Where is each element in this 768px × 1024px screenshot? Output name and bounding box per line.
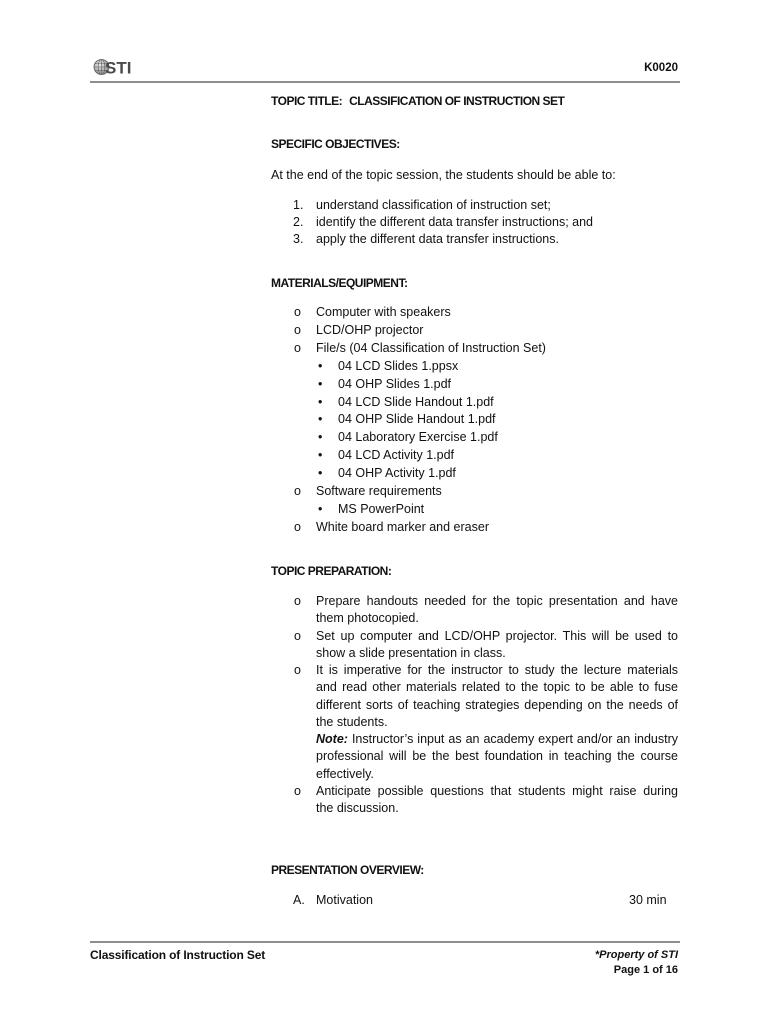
materials-subitem [271, 376, 681, 394]
objective-text: identify the different data transfer instructions; and [316, 215, 594, 229]
software-name: MS PowerPoint [338, 501, 425, 516]
note-label: Note: [316, 732, 348, 746]
objective-item [271, 231, 681, 248]
materials-item [271, 304, 681, 322]
list-marker: o [294, 484, 301, 499]
objective-item [271, 197, 681, 214]
materials-subitem [271, 358, 681, 376]
preparation-text: Anticipate possible questions that students might raise during [316, 783, 678, 798]
overview-item [271, 891, 681, 909]
bullet-marker: • [318, 501, 323, 516]
preparation-line [271, 593, 681, 610]
materials-subitem [271, 447, 681, 465]
materials-subitem [271, 411, 681, 429]
objective-number: 1. [293, 198, 304, 212]
materials-item-text: Computer with speakers [316, 305, 451, 319]
note-line [271, 748, 681, 765]
page-number: Page 1 of 16 [613, 964, 678, 976]
note-text: professional will be the best foundation in teaching the course [316, 749, 678, 764]
objective-text: apply the different data transfer instructions. [316, 232, 559, 246]
preparation-text: It is imperative for the instructor to study the lecture materials [316, 663, 678, 677]
preparation-line [271, 783, 681, 800]
objective-text: understand classification of instruction set; [316, 198, 551, 212]
preparation-line [271, 628, 681, 645]
file-name: 04 LCD Slides 1.ppsx [338, 358, 459, 373]
preparation-text: and read other materials related to the topic to be able to fuse [316, 680, 678, 695]
overview-heading: PRESENTATION OVERVIEW: [271, 863, 424, 877]
note-text: effectively. [316, 766, 374, 781]
file-name: 04 Laboratory Exercise 1.pdf [338, 430, 498, 445]
file-name: 04 OHP Slides 1.pdf [338, 376, 452, 391]
preparation-line [271, 610, 681, 627]
preparation-line [271, 697, 681, 714]
materials-item [271, 340, 681, 358]
overview-letter: A. [293, 893, 305, 907]
materials-item-text: White board marker and eraser [316, 519, 489, 534]
objectives-list [271, 197, 681, 248]
preparation-line [271, 714, 681, 731]
topic-title-label: TOPIC TITLE: [271, 94, 343, 108]
preparation-text: them photocopied. [316, 611, 419, 626]
sti-logo [92, 55, 134, 79]
materials-list [271, 304, 681, 537]
overview-duration: 30 min [629, 893, 667, 907]
list-marker: o [294, 628, 301, 643]
bullet-marker: • [318, 358, 323, 373]
note-text-content: Instructor’s input as an academy expert and/or an industry [351, 732, 679, 746]
footer-property: *Property of STI [594, 949, 678, 961]
overview-list [271, 891, 681, 909]
header-divider [90, 81, 680, 83]
materials-subitem [271, 465, 681, 483]
objective-number: 3. [293, 232, 304, 246]
topic-title [271, 92, 564, 110]
preparation-heading: TOPIC PREPARATION: [271, 564, 392, 578]
list-marker: o [294, 305, 301, 319]
footer-title: Classification of Instruction Set [90, 948, 266, 962]
preparation-text: Prepare handouts needed for the topic presentation and have [316, 594, 678, 608]
bullet-marker: • [318, 430, 323, 445]
preparation-line [271, 679, 681, 696]
materials-subitem [271, 429, 681, 447]
materials-item [271, 483, 681, 501]
list-marker: o [294, 783, 301, 798]
objective-number: 2. [293, 215, 304, 229]
materials-heading: MATERIALS/EQUIPMENT: [271, 276, 408, 290]
footer-divider [90, 941, 680, 943]
objective-item [271, 214, 681, 231]
note-text [316, 731, 678, 748]
list-marker: o [294, 594, 301, 608]
preparation-text: the students. [316, 714, 388, 729]
file-name: 04 LCD Activity 1.pdf [338, 448, 455, 463]
preparation-line [271, 800, 681, 817]
preparation-list [271, 593, 681, 817]
preparation-text: the discussion. [316, 801, 399, 815]
bullet-marker: • [318, 394, 323, 409]
list-marker: o [294, 322, 301, 337]
list-marker: o [294, 519, 301, 534]
materials-subitem [271, 394, 681, 412]
preparation-text: different sorts of teaching strategies depending on the needs of [316, 697, 678, 712]
preparation-line [271, 645, 681, 662]
note-line [271, 766, 681, 783]
overview-activity: Motivation [316, 893, 373, 907]
objectives-heading: SPECIFIC OBJECTIVES: [271, 137, 400, 151]
bullet-marker: • [318, 412, 323, 427]
materials-item [271, 519, 681, 537]
document-code: K0020 [644, 62, 678, 74]
preparation-text: Set up computer and LCD/OHP projector. This will be used to [316, 628, 678, 643]
file-name: 04 OHP Activity 1.pdf [338, 466, 456, 481]
bullet-marker: • [318, 376, 323, 391]
logo-text: STI [105, 58, 132, 78]
materials-item-text: File/s (04 Classification of Instruction Set) [316, 340, 546, 355]
objectives-intro: At the end of the topic session, the students should be able to: [271, 168, 616, 182]
list-marker: o [294, 340, 301, 355]
file-name: 04 LCD Slide Handout 1.pdf [338, 394, 494, 409]
list-marker: o [294, 663, 301, 677]
bullet-marker: • [318, 466, 323, 481]
materials-subitem [271, 501, 681, 519]
file-name: 04 OHP Slide Handout 1.pdf [338, 412, 496, 427]
topic-title-value: CLASSIFICATION OF INSTRUCTION SET [349, 94, 565, 108]
materials-item-text: Software requirements [316, 484, 442, 499]
preparation-line [271, 662, 681, 679]
note-line [271, 731, 681, 748]
materials-item [271, 322, 681, 340]
bullet-marker: • [318, 448, 323, 463]
materials-item-text: LCD/OHP projector [316, 322, 424, 337]
preparation-text: show a slide presentation in class. [316, 645, 506, 660]
